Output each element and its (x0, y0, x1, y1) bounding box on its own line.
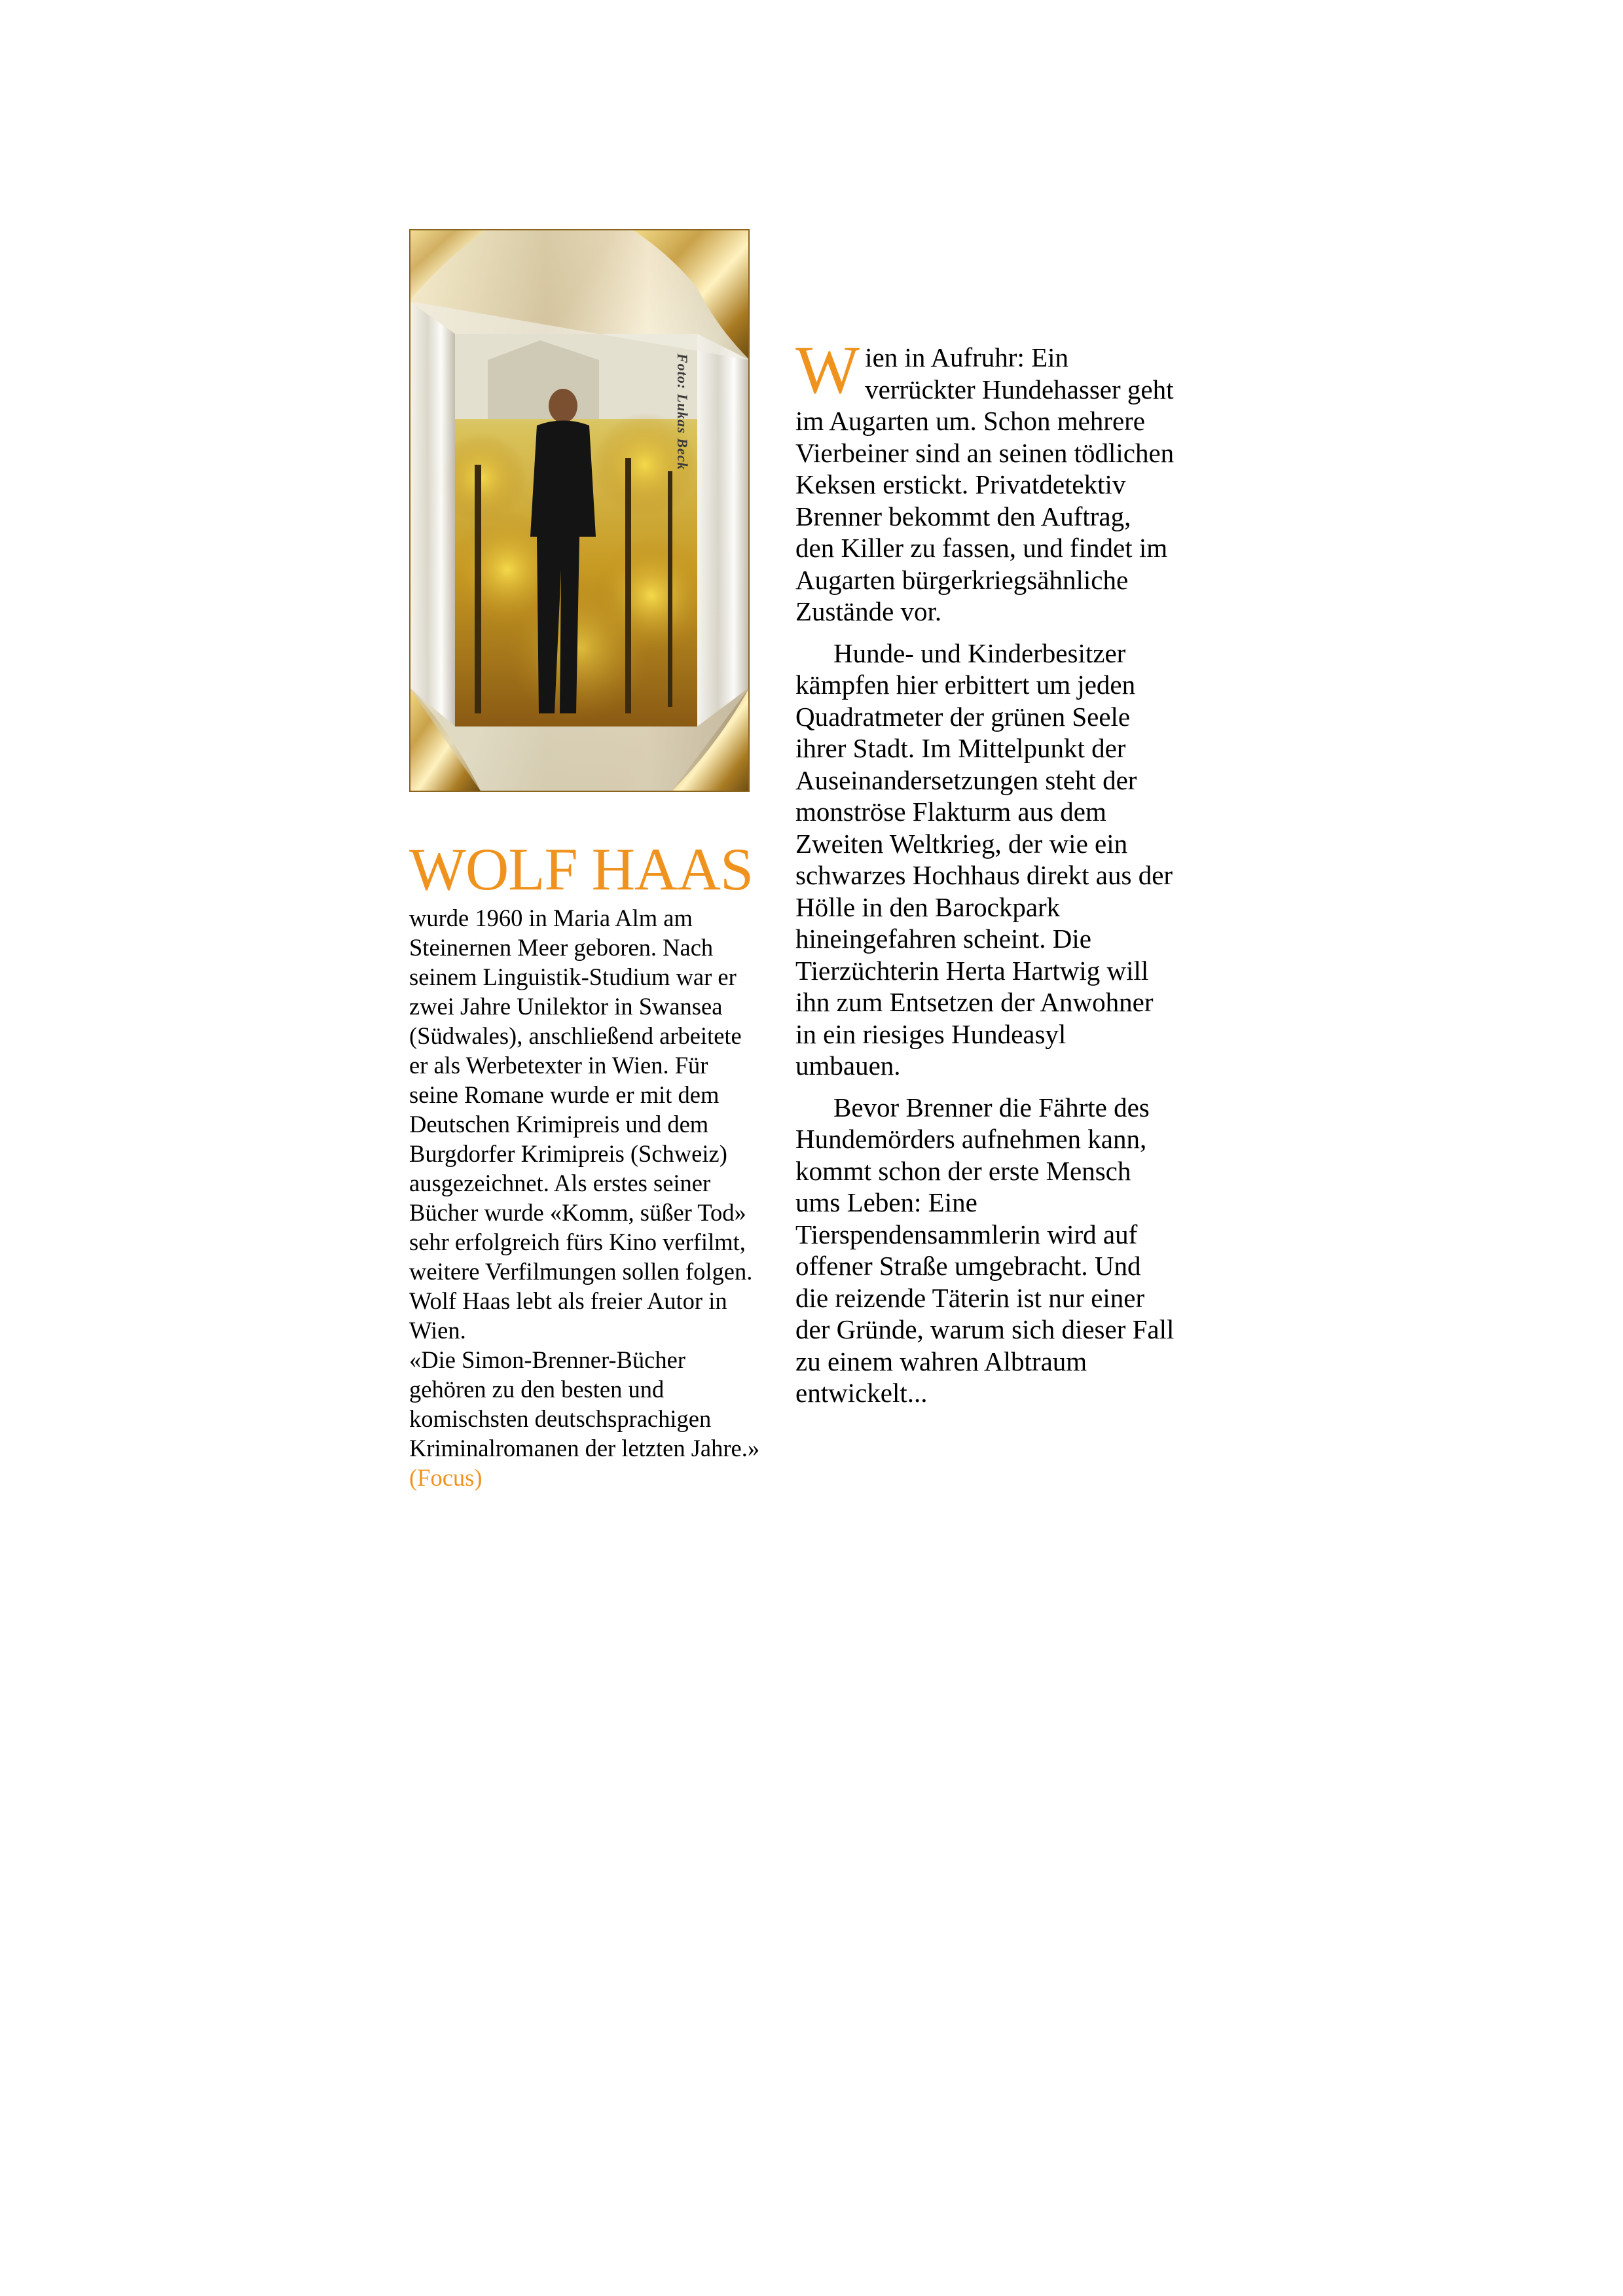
bio-text: wurde 1960 in Maria Alm am Steinernen Meer geboren. Nach seinem Linguistik-Studium war er zwei Jahre Unilektor in Swansea (Südwales), anschließend arbeitete er als Werbetexter in Wien. Für seine Romane wurde er mit dem Deutschen Krimipreis und dem Burgdorfer Krimipreis (Schweiz) ausgezeichnet. Als erstes seiner Bücher wurde «Komm, süßer Tod» sehr erfolgreich fürs Kino verfilmt, weitere Verfilmungen sollen folgen. Wolf Haas lebt als freier Autor in Wien. (409, 905, 753, 1344)
press-quote-text: «Die Simon-Brenner-Bücher gehören zu den besten und komischsten deutschsprachigen Kriminalromanen der letzten Jahre.» (409, 1346, 760, 1462)
blurb-paragraph-1 (795, 332, 1175, 628)
blurb-paragraph-1-text: ien in Aufruhr: Ein verrückter Hundehasser geht im Augarten um. Schon mehrere Vierbeiner sind an seinen tödlichen Keksen erstickt. Privatdetektiv Brenner bekommt den Auftrag, den Killer zu fassen, und findet im Augarten bürgerkriegsähnliche Zustände vor. (795, 342, 1175, 626)
author-bio (409, 903, 763, 1492)
drop-cap: W (795, 332, 860, 408)
photo-credit: Foto: Lukas Beck (674, 353, 691, 471)
author-name: WOLF HAAS (409, 836, 754, 903)
blurb-paragraph-2: Hunde- und Kinderbesitzer kämpfen hier erbittert um jeden Quadratmeter der grünen Seele ihrer Stadt. Im Mittelpunkt der Auseinandersetzungen steht der monströse Flakturm aus dem Zweiten Weltkrieg, der wie ein schwarzes Hochhaus direkt aus der Hölle in den Barockpark hineingefahren scheint. Die Tierzüchterin Herta Hartwig will ihn zum Entsetzen der Anwohner in ein riesiges Hundeasyl umbauen. (795, 637, 1173, 1081)
blurb-paragraph-3: Bevor Brenner die Fährte des Hundemörders aufnehmen kann, kommt schon der erste Mensch ums Leben: Eine Tierspendensammlerin wird auf offener Straße umgebracht. Und die reizende Täterin ist nur einer der Gründe, warum sich dieser Fall zu einem wahren Albtraum entwickelt... (795, 1092, 1175, 1408)
author-photo (409, 229, 750, 792)
press-quote-source: (Focus) (409, 1464, 483, 1491)
book-blurb (795, 332, 1175, 1409)
press-quote (409, 1345, 763, 1492)
framed-portrait-image (409, 229, 750, 792)
